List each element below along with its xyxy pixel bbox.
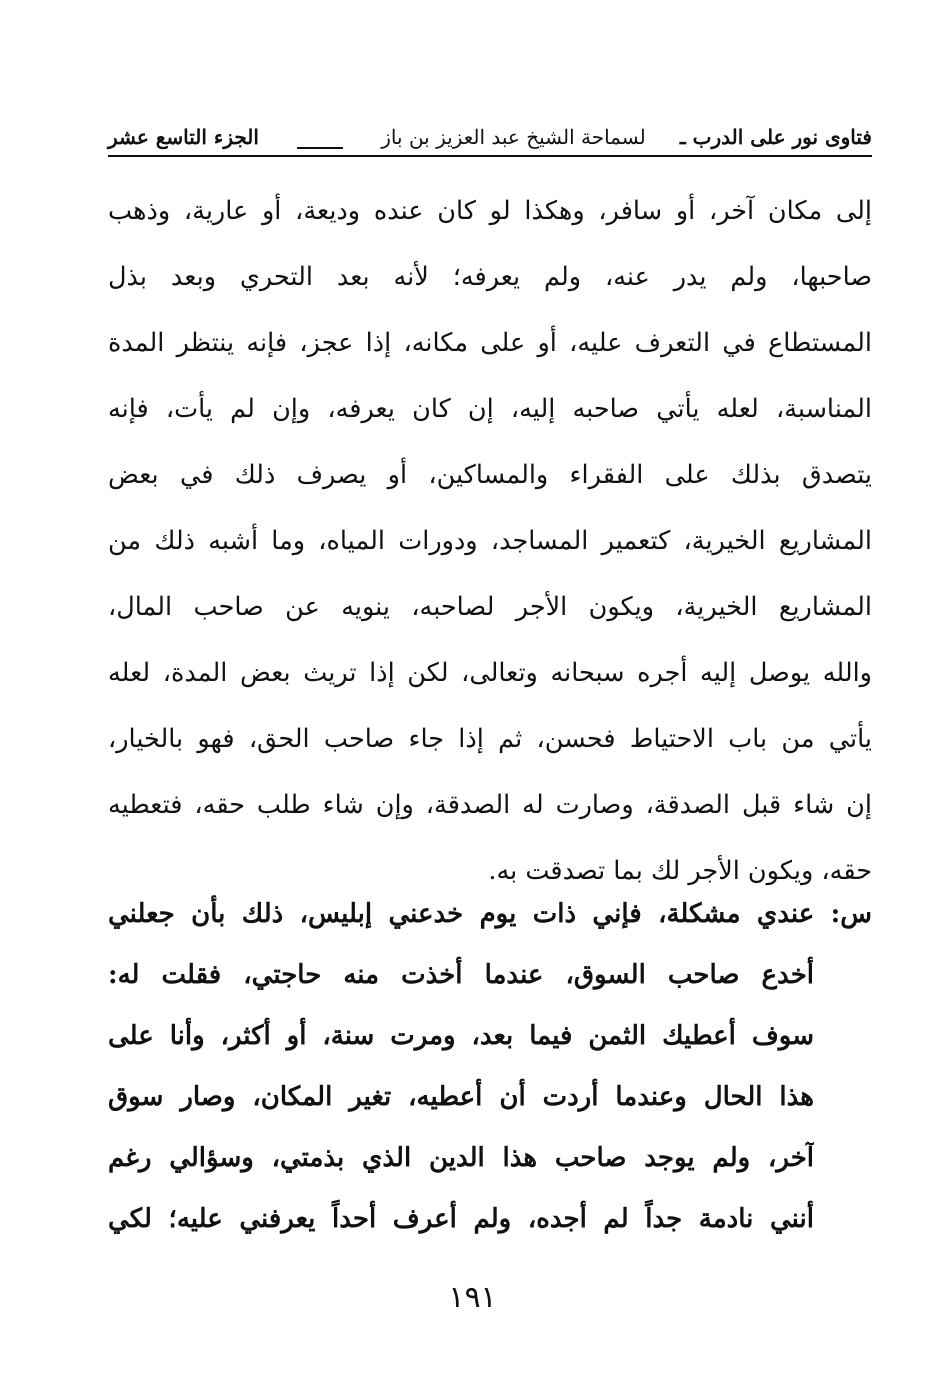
header-dash-rule <box>297 147 343 149</box>
question-line: أنني نادمة جداً لم أجده، ولم أعرف أحداً يعرفني عليه؛ لكي <box>108 1204 814 1234</box>
answer-line: حقه، ويكون الأجر لك بما تصدقت به. <box>488 856 872 886</box>
answer-line: المشاريع الخيرية، ويكون الأجر لصاحبه، ينويه عن صاحب المال، <box>108 592 872 622</box>
header-part-label: الجزء التاسع عشر <box>108 125 259 149</box>
running-header <box>108 117 872 157</box>
question-line: هذا الحال وعندما أردت أن أعطيه، تغير المكان، وصار سوق <box>108 1082 814 1112</box>
question-line: أخدع صاحب السوق، عندما أخذت منه حاجتي، فقلت له: <box>108 960 814 990</box>
answer-line: المستطاع في التعرف عليه، أو على مكانه، إذا عجز، فإنه ينتظر المدة <box>108 328 872 358</box>
question-line: سوف أعطيك الثمن فيما بعد، ومرت سنة، أو أكثر، وأنا على <box>108 1021 814 1051</box>
answer-line: والله يوصل إليه أجره سبحانه وتعالى، لكن إذا تريث بعض المدة، لعله <box>108 658 872 688</box>
page-number: ١٩١ <box>448 1280 497 1315</box>
answer-paragraph <box>108 178 872 904</box>
answer-line: إلى مكان آخر، أو سافر، وهكذا لو كان عنده وديعة، أو عارية، وذهب <box>108 196 872 226</box>
answer-line: يتصدق بذلك على الفقراء والمساكين، أو يصرف ذلك في بعض <box>108 460 872 490</box>
question-first-line-text: عندي مشكلة، فإني ذات يوم خدعني إبليس، ذلك بأن جعلني <box>108 899 815 929</box>
answer-line: صاحبها، ولم يدر عنه، ولم يعرفه؛ لأنه بعد التحري وبعد بذل <box>108 262 872 292</box>
answer-line: المناسبة، لعله يأتي صاحبه إليه، إن كان يعرفه، وإن لم يأت، فإنه <box>108 394 872 424</box>
header-author: لسماحة الشيخ عبد العزيز بن باز <box>381 125 646 149</box>
question-paragraph <box>108 884 872 1250</box>
answer-line: يأتي من باب الاحتياط فحسن، ثم إذا جاء صاحب الحق، فهو بالخيار، <box>108 724 872 754</box>
header-book-title: فتاوى نور على الدرب ـ <box>679 125 872 149</box>
question-line: آخر، ولم يوجد صاحب هذا الدين الذي بذمتي، وسؤالي رغم <box>108 1143 814 1173</box>
question-first-line <box>108 884 872 945</box>
answer-line: إن شاء قبل الصدقة، وصارت له الصدقة، وإن شاء طلب حقه، فتعطيه <box>108 790 872 820</box>
answer-line: المشاريع الخيرية، كتعمير المساجد، ودورات المياه، وما أشبه ذلك من <box>108 526 872 556</box>
question-prefix: س: <box>830 899 872 929</box>
